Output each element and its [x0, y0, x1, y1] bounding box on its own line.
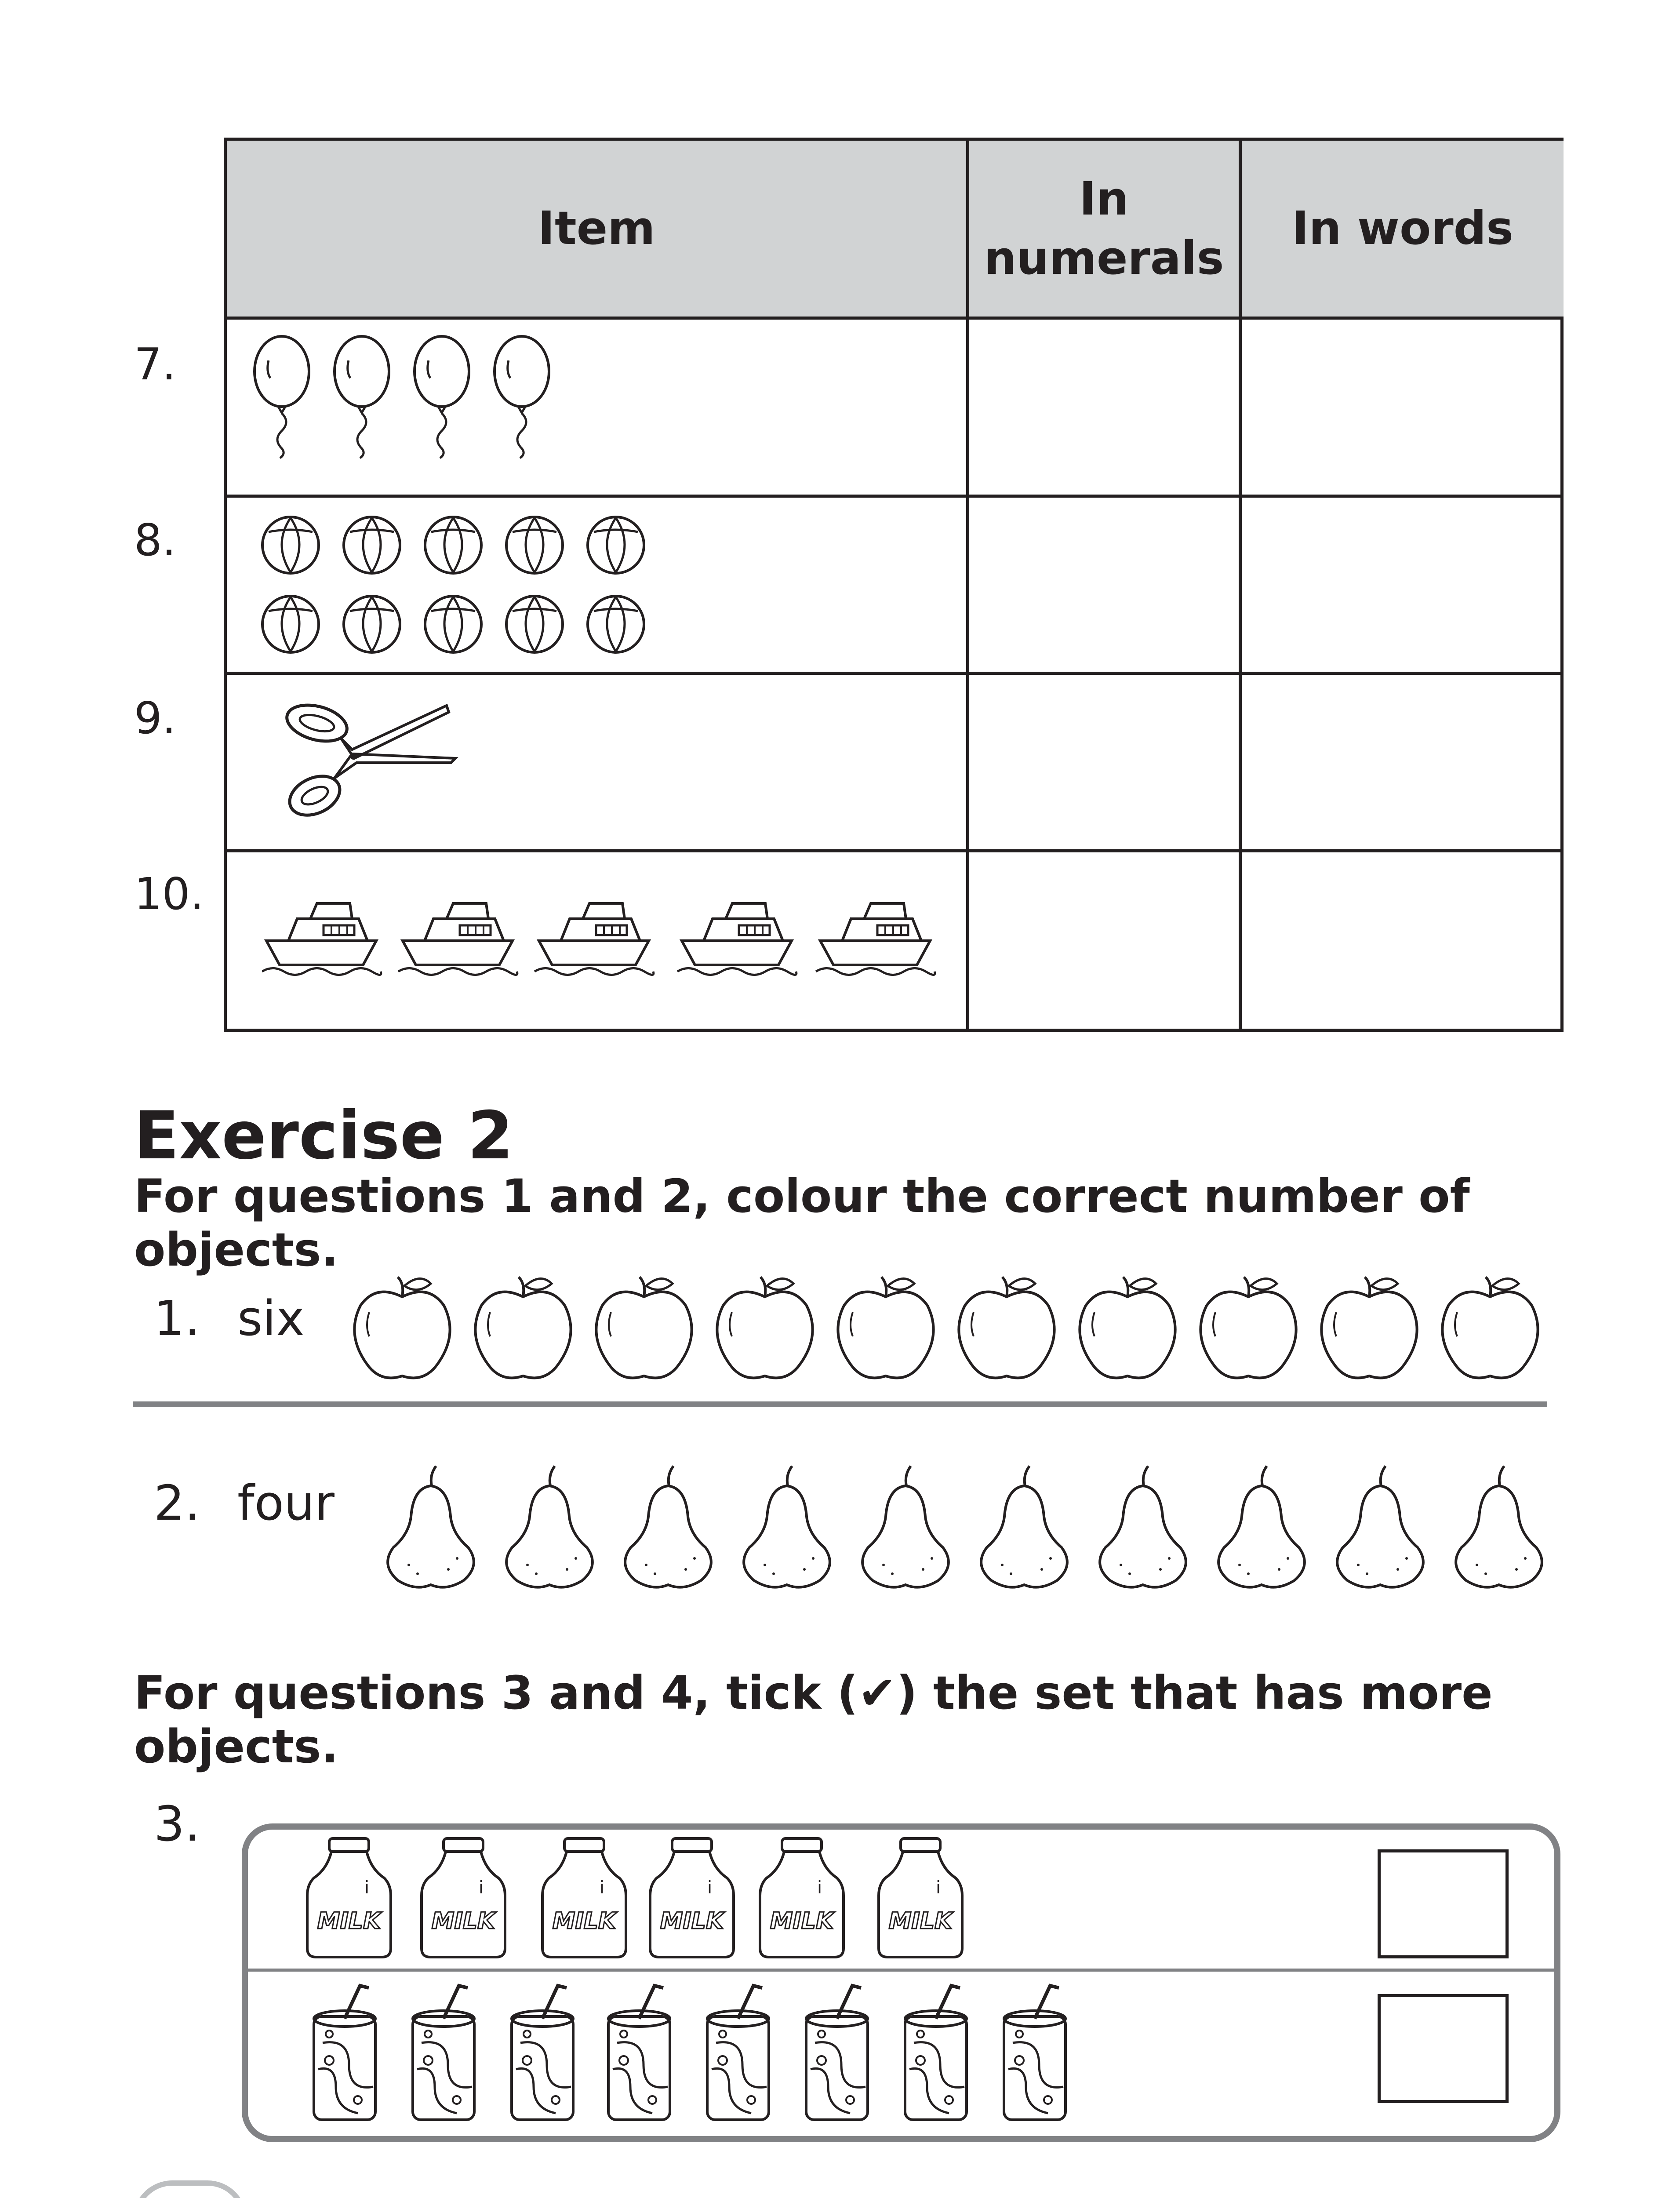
answer-cell-words-9[interactable]	[1242, 675, 1560, 849]
question-1-word: six	[237, 1290, 305, 1346]
apple-row[interactable]	[352, 1270, 1565, 1386]
pear-icon[interactable]	[382, 1464, 1560, 1591]
tick-box-cans[interactable]	[1378, 1994, 1509, 2103]
set-divider	[248, 1969, 1554, 1972]
page-tab	[133, 2180, 247, 2198]
instruction-tick: For questions 3 and 4, tick (✔) the set that has more objects.	[134, 1666, 1493, 1773]
ball-icon	[260, 514, 664, 664]
boat-group	[262, 888, 948, 980]
question-1-number: 1.	[154, 1290, 200, 1346]
question-3-number: 3.	[154, 1796, 200, 1852]
counting-table	[224, 138, 1564, 1032]
tick-box-milk[interactable]	[1378, 1849, 1509, 1958]
divider	[133, 1401, 1547, 1407]
ball-group	[260, 514, 664, 664]
question-2-number: 2.	[154, 1475, 200, 1531]
scissors-icon	[275, 697, 464, 829]
milk-set	[305, 1836, 1008, 1965]
answer-cell-words-8[interactable]	[1242, 498, 1560, 672]
scissors-group	[275, 697, 464, 829]
balloon-group	[251, 334, 576, 462]
row-number-7: 7.	[134, 338, 176, 390]
pear-row[interactable]	[382, 1464, 1560, 1593]
boat-icon	[262, 888, 948, 980]
milk-bottle-icon	[305, 1836, 1008, 1964]
row-number-10: 10.	[134, 868, 204, 920]
header-in-numerals: In numerals	[969, 141, 1239, 317]
answer-cell-words-7[interactable]	[1242, 320, 1560, 495]
row-number-8: 8.	[134, 514, 176, 566]
drink-can-icon	[305, 1981, 1118, 2126]
balloon-icon	[251, 334, 576, 462]
question-3-frame	[242, 1823, 1560, 2142]
answer-cell-numerals-7[interactable]	[969, 320, 1239, 495]
exercise-title: Exercise 2	[134, 1098, 513, 1174]
answer-cell-numerals-10[interactable]	[969, 852, 1239, 1028]
can-set	[305, 1981, 1118, 2128]
instruction-colour: For questions 1 and 2, colour the correct number of objects.	[134, 1169, 1470, 1277]
header-item: Item	[227, 141, 966, 317]
row-number-9: 9.	[134, 692, 176, 744]
answer-cell-numerals-9[interactable]	[969, 675, 1239, 849]
header-in-words: In words	[1242, 141, 1564, 317]
question-2-word: four	[237, 1475, 335, 1531]
answer-cell-words-10[interactable]	[1242, 852, 1560, 1028]
answer-cell-numerals-8[interactable]	[969, 498, 1239, 672]
apple-icon[interactable]	[352, 1270, 1565, 1385]
